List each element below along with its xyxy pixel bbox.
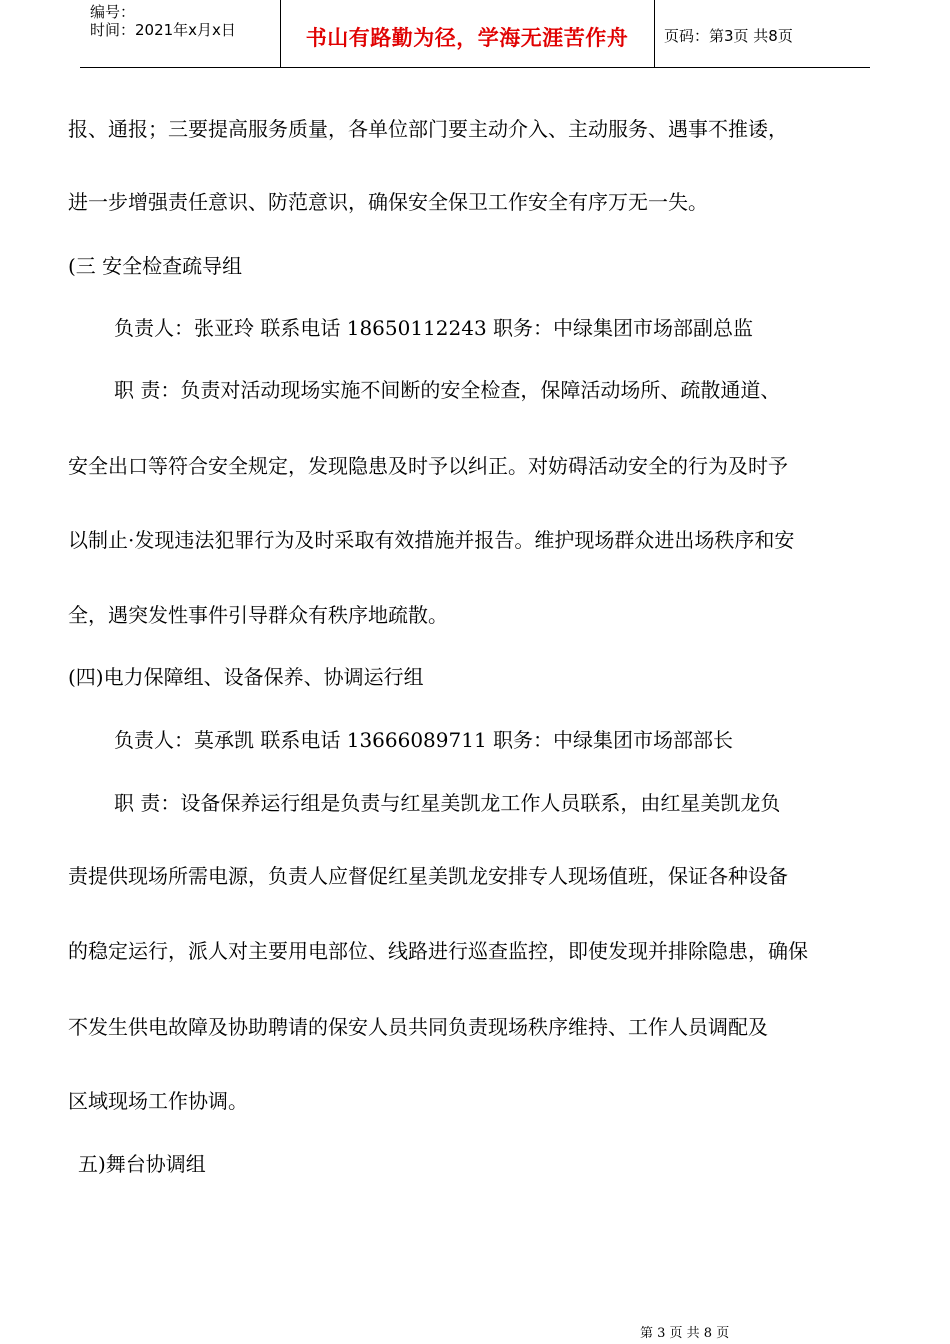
body-line: 负责人：莫承凯 联系电话 13666089711 职务：中绿集团市场部部长 bbox=[114, 728, 734, 752]
section-heading: (三 安全检查疏导组 bbox=[68, 254, 243, 278]
section-heading: (四)电力保障组、设备保养、协调运行组 bbox=[68, 665, 424, 689]
header-middle-cell bbox=[280, 0, 655, 67]
date-label: 时间：2021年x月x日 bbox=[90, 21, 236, 39]
body-line: 不发生供电故障及协助聘请的保安人员共同负责现场秩序维持、工作人员调配及 bbox=[68, 1015, 768, 1039]
body-line: 报、通报；三要提高服务质量，各单位部门要主动介入、主动服务、遇事不推诿， bbox=[68, 117, 788, 141]
header-left-cell bbox=[80, 0, 281, 67]
page-header bbox=[80, 0, 870, 68]
body-line: 安全出口等符合安全规定，发现隐患及时予以纠正。对妨碍活动安全的行为及时予 bbox=[68, 454, 788, 478]
header-motto: 书山有路勤为径，学海无涯苦作舟 bbox=[305, 26, 629, 50]
body-line: 职 责：负责对活动现场实施不间断的安全检查，保障活动场所、疏散通道、 bbox=[114, 378, 781, 402]
body-line: 职 责：设备保养运行组是负责与红星美凯龙工作人员联系，由红星美凯龙负 bbox=[114, 791, 781, 815]
section-heading: 五)舞台协调组 bbox=[78, 1152, 206, 1176]
body-line: 负责人：张亚玲 联系电话 18650112243 职务：中绿集团市场部副总监 bbox=[114, 316, 754, 340]
body-line: 区域现场工作协调。 bbox=[68, 1089, 248, 1113]
body-line: 责提供现场所需电源，负责人应督促红星美凯龙安排专人现场值班，保证各种设备 bbox=[68, 864, 788, 888]
body-line: 以制止·发现违法犯罪行为及时采取有效措施并报告。维护现场群众进出场秩序和安 bbox=[68, 528, 795, 552]
page-footer: 第 3 页 共 8 页 bbox=[640, 1326, 730, 1341]
body-line: 全，遇突发性事件引导群众有秩序地疏散。 bbox=[68, 603, 448, 627]
serial-number-label: 编号： bbox=[90, 3, 136, 21]
header-right-cell bbox=[654, 0, 870, 67]
body-line: 的稳定运行，派人对主要用电部位、线路进行巡查监控，即使发现并排除隐患，确保 bbox=[68, 939, 808, 963]
body-line: 进一步增强责任意识、防范意识，确保安全保卫工作安全有序万无一失。 bbox=[68, 190, 708, 214]
header-page-info: 页码：第3页 共8页 bbox=[664, 27, 793, 45]
